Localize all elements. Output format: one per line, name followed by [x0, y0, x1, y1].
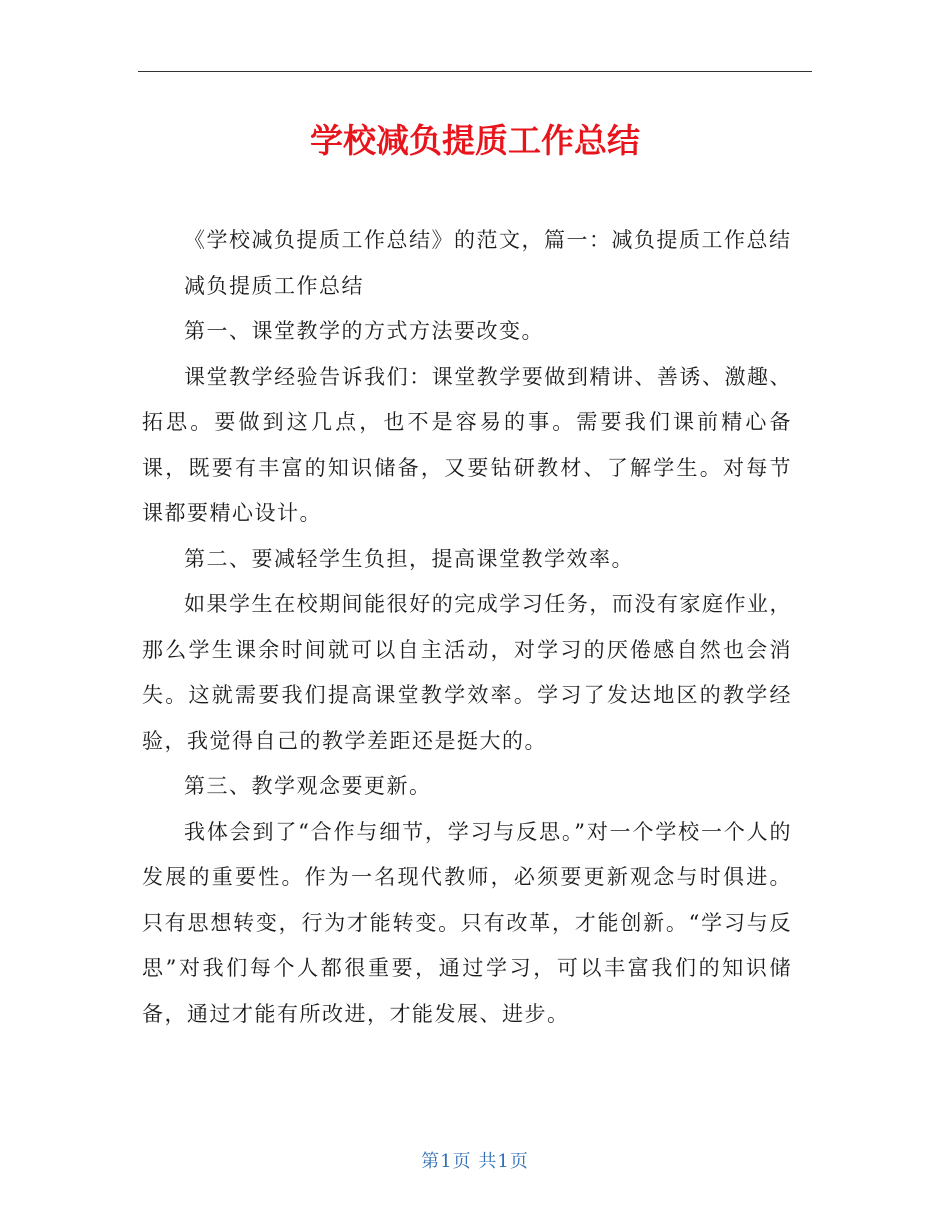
point-three-body: 我体会到了“合作与细节，学习与反思。”对一个学校一个人的发展的重要性。作为一名现代教师，必须要更新观念与时俱进。只有思想转变，行为才能转变。只有改革，才能创新。“学习与反思”对我们每个人都很重要，通过学习，可以丰富我们的知识储备，通过才能有所改进，才能发展、进步。	[142, 819, 792, 1026]
point-two-heading: 第二、要减轻学生负担，提高课堂教学效率。	[184, 546, 634, 571]
section-heading: 减负提质工作总结	[184, 273, 364, 298]
intro-paragraph: 《学校减负提质工作总结》的范文，篇一：减负提质工作总结	[184, 228, 792, 252]
page-label-suffix: 页	[509, 1151, 529, 1172]
page-label-prefix: 第	[421, 1151, 441, 1172]
page-label-mid: 页 共	[452, 1151, 498, 1172]
point-one-body: 课堂教学经验告诉我们：课堂教学要做到精讲、善诱、激趣、拓思。要做到这几点，也不是容易的事。需要我们课前精心备课，既要有丰富的知识储备，又要钻研教材、了解学生。对每节课都要精心设计。	[142, 364, 792, 525]
point-two-body: 如果学生在校期间能很好的完成学习任务，而没有家庭作业，那么学生课余时间就可以自主活动，对学习的厌倦感自然也会消失。这就需要我们提高课堂教学效率。学习了发达地区的教学经验，我觉得自己的教学差距还是挺大的。	[142, 592, 792, 753]
page-footer	[0, 1148, 950, 1176]
total-pages-number: 1	[497, 1151, 510, 1172]
current-page-number: 1	[440, 1151, 453, 1172]
document-body	[142, 218, 792, 1037]
point-one-heading: 第一、课堂教学的方式方法要改变。	[184, 319, 544, 343]
header-rule	[138, 71, 812, 72]
document-title: 学校减负提质工作总结	[310, 121, 640, 160]
point-three-heading: 第三、教学观念要更新。	[184, 774, 432, 798]
